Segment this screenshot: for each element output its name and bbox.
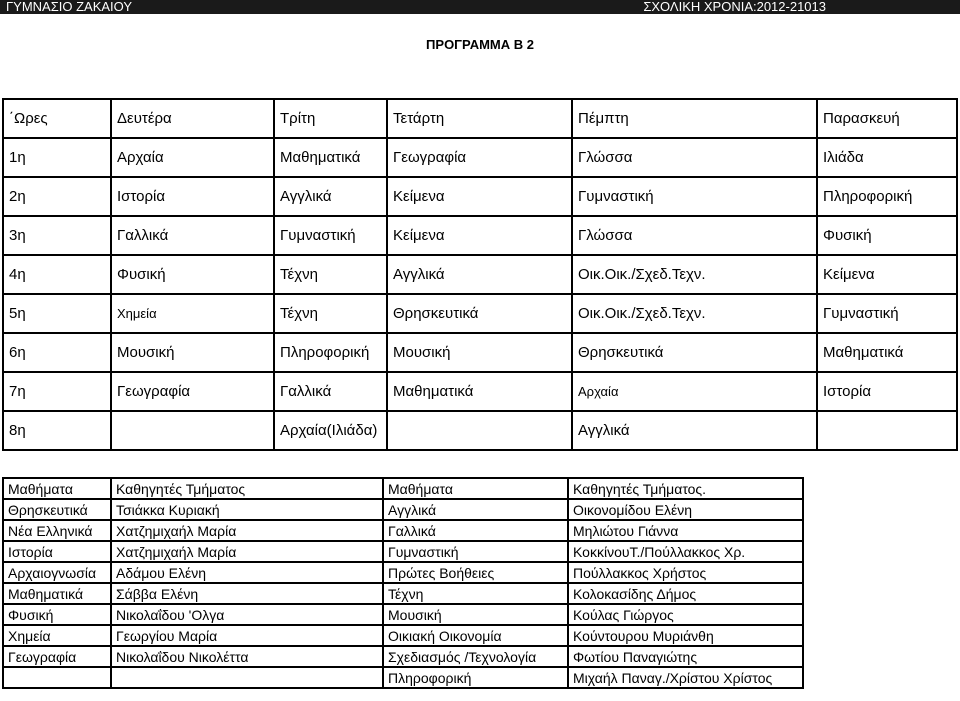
schedule-row — [3, 138, 957, 177]
teachers-cell: Θρησκευτικά — [3, 499, 111, 520]
schedule-cell: Γαλλικά — [111, 216, 274, 255]
teachers-row — [3, 541, 803, 562]
schedule-cell: Πληροφορική — [274, 333, 387, 372]
teachers-cell: Γαλλικά — [383, 520, 568, 541]
schedule-cell: Θρησκευτικά — [572, 333, 817, 372]
teachers-cell: Χημεία — [3, 625, 111, 646]
schedule-cell: Αγγλικά — [387, 255, 572, 294]
schedule-cell: Ιλιάδα — [817, 138, 957, 177]
teachers-row — [3, 562, 803, 583]
schedule-cell: 4η — [3, 255, 111, 294]
schedule-cell: 6η — [3, 333, 111, 372]
teachers-header-row — [3, 478, 803, 499]
teachers-cell: Πούλλακκος Χρήστος — [568, 562, 803, 583]
schedule-row — [3, 255, 957, 294]
teachers-cell: Τσιάκκα Κυριακή — [111, 499, 383, 520]
teachers-cell: Φυσική — [3, 604, 111, 625]
teachers-column-header: Μαθήματα — [3, 478, 111, 499]
schedule-column-header: Τετάρτη — [387, 99, 572, 138]
teachers-row — [3, 583, 803, 604]
schedule-cell: Γεωγραφία — [387, 138, 572, 177]
schedule-cell: Μαθηματικά — [274, 138, 387, 177]
teachers-column-header: Καθηγητές Τμήματος. — [568, 478, 803, 499]
schedule-cell: Οικ.Οικ./Σχεδ.Τεχν. — [572, 294, 817, 333]
schedule-cell: Τέχνη — [274, 294, 387, 333]
schedule-cell: Κείμενα — [387, 216, 572, 255]
teachers-cell: Μαθηματικά — [3, 583, 111, 604]
teachers-cell: Κούντουρου Μυριάνθη — [568, 625, 803, 646]
schedule-cell: 5η — [3, 294, 111, 333]
schedule-cell — [387, 411, 572, 450]
teachers-cell — [3, 667, 111, 688]
teachers-cell: Κούλας Γιώργος — [568, 604, 803, 625]
page-title: ΠΡΟΓΡΑΜΜΑ Β 2 — [426, 37, 534, 52]
schedule-cell: Γυμναστική — [572, 177, 817, 216]
teachers-cell: Νικολαΐδου 'Ολγα — [111, 604, 383, 625]
schedule-cell: 7η — [3, 372, 111, 411]
teachers-row — [3, 667, 803, 688]
teachers-cell: Γεωργίου Μαρία — [111, 625, 383, 646]
schedule-cell: 1η — [3, 138, 111, 177]
teachers-row — [3, 646, 803, 667]
schedule-cell: Φυσική — [817, 216, 957, 255]
schedule-cell: Χημεία — [111, 294, 274, 333]
schedule-cell: Θρησκευτικά — [387, 294, 572, 333]
schedule-cell: Μουσική — [387, 333, 572, 372]
schedule-cell: Φυσική — [111, 255, 274, 294]
schedule-cell: Κείμενα — [387, 177, 572, 216]
schedule-header-row — [3, 99, 957, 138]
school-name: ΓΥΜΝΑΣΙΟ ΖΑΚΑΙΟΥ — [6, 0, 133, 14]
teachers-cell: Οικονομίδου Ελένη — [568, 499, 803, 520]
schedule-cell: Μουσική — [111, 333, 274, 372]
schedule-cell: Αρχαία — [111, 138, 274, 177]
teachers-cell: Αδάμου Ελένη — [111, 562, 383, 583]
teachers-cell: Τέχνη — [383, 583, 568, 604]
teachers-cell: Νικολαΐδου Νικολέττα — [111, 646, 383, 667]
schedule-column-header: Παρασκευή — [817, 99, 957, 138]
schedule-cell: Γλώσσα — [572, 138, 817, 177]
schedule-cell — [817, 411, 957, 450]
schedule-row — [3, 372, 957, 411]
schedule-column-header: ΄Ωρες — [3, 99, 111, 138]
teachers-cell: Ιστορία — [3, 541, 111, 562]
schedule-cell: 2η — [3, 177, 111, 216]
teachers-cell: Φωτίου Παναγιώτης — [568, 646, 803, 667]
teachers-cell: Μιχαήλ Παναγ./Χρίστου Χρίστος — [568, 667, 803, 688]
schedule-cell: Αρχαία(Ιλιάδα) — [274, 411, 387, 450]
schedule-cell: Τέχνη — [274, 255, 387, 294]
schedule-cell: 3η — [3, 216, 111, 255]
schedule-column-header: Δευτέρα — [111, 99, 274, 138]
schedule-row — [3, 411, 957, 450]
schedule-cell: Ιστορία — [111, 177, 274, 216]
teachers-row — [3, 520, 803, 541]
schedule-cell: Πληροφορική — [817, 177, 957, 216]
schedule-column-header: Τρίτη — [274, 99, 387, 138]
schedule-row — [3, 216, 957, 255]
teachers-cell: Σχεδιασμός /Τεχνολογία — [383, 646, 568, 667]
teachers-cell: Γεωγραφία — [3, 646, 111, 667]
teachers-cell — [111, 667, 383, 688]
schedule-column-header: Πέμπτη — [572, 99, 817, 138]
teachers-cell: Σάββα Ελένη — [111, 583, 383, 604]
schedule-row — [3, 294, 957, 333]
teachers-cell: ΚοκκίνουΤ./Πούλλακκος Χρ. — [568, 541, 803, 562]
schedule-cell: Μαθηματικά — [387, 372, 572, 411]
teachers-cell: Μουσική — [383, 604, 568, 625]
schedule-cell: Αρχαία — [572, 372, 817, 411]
teachers-cell: Αγγλικά — [383, 499, 568, 520]
teachers-cell: Χατζημιχαήλ Μαρία — [111, 541, 383, 562]
schedule-cell: Γλώσσα — [572, 216, 817, 255]
teachers-table — [2, 477, 804, 689]
teachers-cell: Χατζημιχαήλ Μαρία — [111, 520, 383, 541]
schedule-table — [2, 98, 958, 451]
teachers-column-header: Μαθήματα — [383, 478, 568, 499]
schedule-cell — [111, 411, 274, 450]
schedule-cell: Μαθηματικά — [817, 333, 957, 372]
teachers-cell: Αρχαιογνωσία — [3, 562, 111, 583]
schedule-cell: Ιστορία — [817, 372, 957, 411]
schedule-cell: Αγγλικά — [572, 411, 817, 450]
teachers-row — [3, 604, 803, 625]
header-bar — [0, 0, 960, 14]
teachers-cell: Μηλιώτου Γιάννα — [568, 520, 803, 541]
schedule-cell: Αγγλικά — [274, 177, 387, 216]
teachers-cell: Γυμναστική — [383, 541, 568, 562]
schedule-cell: Γεωγραφία — [111, 372, 274, 411]
schedule-cell: Κείμενα — [817, 255, 957, 294]
schedule-cell: Γαλλικά — [274, 372, 387, 411]
school-year: ΣΧΟΛΙΚΗ ΧΡΟΝΙΑ:2012-21013 — [643, 0, 826, 14]
teachers-column-header: Καθηγητές Τμήματος — [111, 478, 383, 499]
schedule-cell: Γυμναστική — [274, 216, 387, 255]
schedule-cell: Οικ.Οικ./Σχεδ.Τεχν. — [572, 255, 817, 294]
teachers-row — [3, 499, 803, 520]
schedule-cell: Γυμναστική — [817, 294, 957, 333]
teachers-cell: Πρώτες Βοήθειες — [383, 562, 568, 583]
teachers-row — [3, 625, 803, 646]
teachers-cell: Οικιακή Οικονομία — [383, 625, 568, 646]
schedule-row — [3, 177, 957, 216]
teachers-cell: Νέα Ελληνικά — [3, 520, 111, 541]
teachers-cell: Πληροφορική — [383, 667, 568, 688]
schedule-cell: 8η — [3, 411, 111, 450]
teachers-cell: Κολοκασίδης Δήμος — [568, 583, 803, 604]
schedule-row — [3, 333, 957, 372]
